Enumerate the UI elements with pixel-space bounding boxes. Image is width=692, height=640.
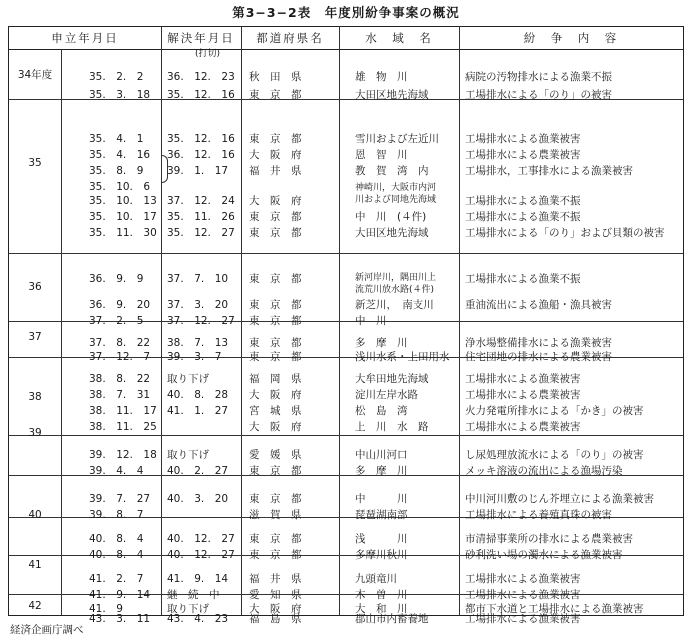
dispute-content: 工場排水による漁業不振: [465, 273, 581, 285]
year-label: 40: [28, 509, 42, 521]
waters: 大牟田地先海域: [355, 373, 429, 385]
waters: 上 川 水 路: [355, 421, 429, 433]
prefecture: 東 京 都: [249, 89, 302, 101]
resolved-date: 37. 7. 10: [167, 273, 229, 285]
dispute-content: メッキ溶液の流出による漁場汚染: [465, 465, 623, 477]
header-resolved: 解決年月日: [167, 31, 235, 45]
prefecture: 大 阪 府: [249, 389, 302, 401]
filed-date: 41. 9. 14: [89, 589, 151, 601]
filed-date: 39. 12. 18: [89, 449, 157, 461]
table-title: 第3−3−2表 年度別紛争事案の概況: [232, 5, 460, 20]
filed-date: 41. 2. 7: [89, 573, 144, 585]
filed-date: 35. 4. 1: [89, 133, 144, 145]
waters: 流荒川放水路(４件): [355, 285, 435, 295]
resolved-date: 40. 2. 27: [167, 465, 229, 477]
dispute-content: 工場排水による漁業被害: [465, 613, 581, 625]
dispute-content: 工場排水による農業被害: [465, 389, 581, 401]
waters: 浅川水系・上田用水: [355, 351, 450, 363]
dispute-table: [8, 26, 684, 625]
dispute-content: 工場排水による漁業被害: [465, 589, 581, 601]
year-label: 38: [28, 391, 42, 403]
prefecture: 東 京 都: [249, 211, 302, 223]
prefecture: 福 島 県: [249, 613, 302, 625]
prefecture: 東 京 都: [249, 351, 302, 363]
header-waters: 水 域 名: [365, 31, 433, 45]
resolved-date: 36. 12. 16: [167, 149, 235, 161]
dispute-content: 浄水場整備排水による漁業被害: [465, 337, 612, 349]
dispute-content: 重油流出による漁船・漁具被害: [465, 299, 612, 311]
prefecture: 宮 城 県: [249, 405, 302, 417]
year-label: 41: [28, 559, 42, 571]
col-divider-year: [61, 49, 62, 615]
resolved-date: 36. 12. 23: [167, 71, 235, 83]
prefecture: 東 京 都: [249, 533, 302, 545]
waters: 多 摩 川: [355, 337, 408, 349]
filed-date: 38. 11. 25: [89, 421, 157, 433]
filed-date: 37. 2. 5: [89, 315, 144, 327]
resolved-date: 35. 11. 26: [167, 211, 235, 223]
prefecture: 東 京 都: [249, 465, 302, 477]
dispute-content: 工場排水による漁業不振: [465, 211, 581, 223]
filed-date: 36. 9. 20: [89, 299, 151, 311]
prefecture: 東 京 都: [249, 337, 302, 349]
waters: 木 曽 川: [355, 589, 408, 601]
waters: 教 賀 湾 内: [355, 165, 429, 177]
header-dispute: 紛 争 内 容: [523, 31, 619, 45]
prefecture: 愛 知 県: [249, 589, 302, 601]
resolved-date: 35. 12. 16: [167, 133, 235, 145]
filed-date: 35. 10. 17: [89, 211, 157, 223]
year-label: 35: [28, 157, 42, 169]
waters: 多摩川秋川: [355, 549, 408, 561]
filed-date: 36. 9. 9: [89, 273, 144, 285]
prefecture: 秋 田 県: [249, 71, 302, 83]
dispute-content: 都市下水道と工場排水による漁業被害: [465, 603, 644, 615]
waters: 中 川 (４件): [355, 211, 427, 223]
waters: 新河岸川，隅田川上: [355, 273, 437, 283]
resolved-date: 取り下げ: [167, 373, 209, 385]
prefecture: 東 京 都: [249, 549, 302, 561]
resolved-date: 39. 3. 7: [167, 351, 222, 363]
dispute-content: 工場排水による農業被害: [465, 421, 581, 433]
resolved-date: 37. 12. 24: [167, 195, 235, 207]
waters: 中山川河口: [355, 449, 408, 461]
prefecture: 東 京 都: [249, 273, 302, 285]
prefecture: 大 阪 府: [249, 195, 302, 207]
prefecture: 福 井 県: [249, 573, 302, 585]
prefecture: 東 京 都: [249, 227, 302, 239]
resolved-date: 38. 7. 13: [167, 337, 229, 349]
waters: 神崎川，大阪市内河: [355, 183, 437, 193]
resolved-date: 40. 12. 27: [167, 533, 235, 545]
header-filed: 申立年月日: [51, 31, 119, 45]
dispute-content: 砂利洗い場の濁水による漁業被害: [465, 549, 623, 561]
waters: 雪川および左近川: [355, 133, 439, 145]
waters: 中 川: [355, 493, 408, 505]
dispute-content: 工場排水による漁業不振: [465, 195, 581, 207]
resolved-date: 41. 9. 14: [167, 573, 229, 585]
waters: 雄 物 川: [355, 71, 408, 83]
dispute-content: 工場排水による漁業被害: [465, 573, 581, 585]
resolved-date: 37. 3. 20: [167, 299, 229, 311]
waters: 多 摩 川: [355, 465, 408, 477]
table-header: [9, 27, 683, 50]
waters: 琵琶湖南部: [355, 509, 408, 521]
year-label: 39: [28, 427, 42, 439]
filed-date: 37. 12. 7: [89, 351, 151, 363]
filed-date: 35. 2. 2: [89, 71, 144, 83]
filed-date: 39. 8. 7: [89, 509, 144, 521]
year-label: 37: [28, 331, 42, 343]
waters: 郡山市内畜養地: [355, 613, 429, 625]
waters: 中 川: [355, 315, 387, 327]
dispute-content: 工場排水による養殖真珠の被害: [465, 509, 612, 521]
filed-date: 35. 3. 18: [89, 89, 151, 101]
resolved-date: 43. 4. 23: [167, 613, 229, 625]
dispute-content: 工場排水による農業被害: [465, 149, 581, 161]
dispute-content: 病院の汚物排水による漁業不振: [465, 71, 612, 83]
waters: 淀川左岸水路: [355, 389, 418, 401]
prefecture: 東 京 都: [249, 133, 302, 145]
filed-date: 39. 7. 27: [89, 493, 151, 505]
filed-date: 38. 8. 22: [89, 373, 151, 385]
resolved-date: 取り下げ: [167, 603, 209, 615]
group-separator: [9, 435, 683, 436]
dispute-content: 工場排水による漁業被害: [465, 373, 581, 385]
resolved-date: 35. 12. 27: [167, 227, 235, 239]
waters: 恩 智 川: [355, 149, 408, 161]
dispute-content: 市清掃事業所の排水による農業被害: [465, 533, 633, 545]
filed-date: 35. 11. 30: [89, 227, 157, 239]
prefecture: 東 京 都: [249, 493, 302, 505]
dispute-content: 工場排水，工事排水による漁業被害: [465, 165, 633, 177]
year-label: 42: [28, 600, 42, 612]
resolved-date: 40. 3. 20: [167, 493, 229, 505]
resolved-date: 40. 8. 28: [167, 389, 229, 401]
dispute-content: し尿処理放流水による「のり」の被害: [465, 449, 644, 461]
waters: 大 和 川: [355, 603, 408, 615]
resolved-date: 取り下げ: [167, 449, 209, 461]
filed-date: 35. 10. 13: [89, 195, 157, 207]
waters: 新芝川， 南支川: [355, 299, 434, 311]
filed-date: 40. 8. 4: [89, 549, 144, 561]
dispute-content: 火力発電所排水による「かき」の被害: [465, 405, 644, 417]
prefecture: 愛 媛 県: [249, 449, 302, 461]
dispute-content: 住宅団地の排水による農業被害: [465, 351, 612, 363]
filed-date: 35. 4. 16: [89, 149, 151, 161]
waters: 松 島 湾: [355, 405, 408, 417]
dispute-content: 工場排水による「のり」および貝類の被害: [465, 227, 665, 239]
filed-date: 38. 11. 17: [89, 405, 157, 417]
filed-date: 35. 10. 6: [89, 181, 151, 193]
resolved-date: 継 続 中: [167, 589, 220, 601]
resolved-date: 35. 12. 16: [167, 89, 235, 101]
filed-date: 41. 9: [89, 603, 123, 615]
waters: 九頭竜川: [355, 573, 397, 585]
prefecture: 大 阪 府: [249, 603, 302, 615]
waters: 川および同地先海域: [355, 195, 437, 205]
prefecture: 東 京 都: [249, 299, 302, 311]
prefecture: 大 阪 府: [249, 149, 302, 161]
resolved-date: 41. 1. 27: [167, 405, 229, 417]
waters: 大田区地先海域: [355, 227, 429, 239]
year-label: 36: [28, 281, 42, 293]
group-separator: [9, 253, 683, 254]
resolved-date: 37. 12. 27: [167, 315, 235, 327]
terminated-annotation: (打切): [195, 49, 221, 59]
filed-date: 37. 8. 22: [89, 337, 151, 349]
resolved-date: 39. 1. 17: [167, 165, 229, 177]
filed-date: 38. 7. 31: [89, 389, 151, 401]
filed-date: 39. 4. 4: [89, 465, 144, 477]
dispute-content: 工場排水による漁業被害: [465, 133, 581, 145]
dispute-content: 中川河川敷のじん芥埋立による漁業被害: [465, 493, 654, 505]
prefecture: 滋 賀 県: [249, 509, 302, 521]
resolved-date: 40. 12. 27: [167, 549, 235, 561]
prefecture: 福 井 県: [249, 165, 302, 177]
filed-date: 40. 8. 4: [89, 533, 144, 545]
year-label: 34年度: [17, 69, 53, 81]
prefecture: 大 阪 府: [249, 421, 302, 433]
filed-date: 35. 8. 9: [89, 165, 144, 177]
waters: 浅 川: [355, 533, 408, 545]
header-prefecture: 都道府県名: [256, 31, 324, 45]
waters: 大田区地先海域: [355, 89, 429, 101]
prefecture: 東 京 都: [249, 315, 302, 327]
dispute-content: 工場排水による「のり」の被害: [465, 89, 612, 101]
filed-date: 43. 3. 11: [89, 613, 151, 625]
source-note: 経済企画庁調べ: [10, 624, 84, 636]
prefecture: 福 岡 県: [249, 373, 302, 385]
